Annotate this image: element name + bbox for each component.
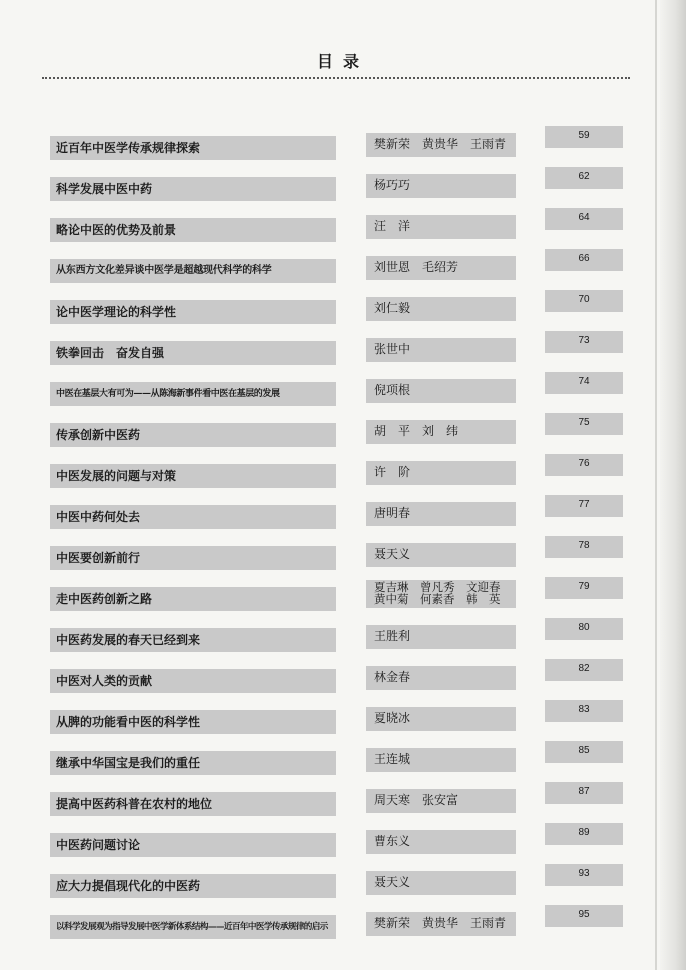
- entry-author: 汪 洋: [374, 219, 411, 233]
- toc-entry: [0, 376, 686, 409]
- entry-title: 近百年中医学传承规律探索: [56, 141, 201, 155]
- entry-title: 传承创新中医药: [56, 428, 141, 442]
- entry-title: 中医要创新前行: [56, 551, 141, 565]
- entry-author: 王连城: [374, 752, 411, 766]
- entry-title: 中医药问题讨论: [56, 838, 141, 852]
- entry-author: 聂天义: [374, 547, 411, 561]
- toc-entry: [0, 868, 686, 901]
- toc-entry: [0, 212, 686, 245]
- toc-entry: [0, 499, 686, 532]
- entry-author: 夏吉琳 曾凡秀 文迎春: [374, 580, 501, 594]
- entry-author: 周天寒 张安富: [374, 793, 459, 807]
- toc-entry: [0, 909, 686, 942]
- entry-page-number: 79: [578, 581, 590, 592]
- entry-page-number: 89: [578, 827, 590, 838]
- toc-entry: [0, 827, 686, 860]
- entry-title: 铁拳回击 奋发自强: [56, 346, 165, 360]
- toc-entry: [0, 130, 686, 163]
- entry-author: 许 阶: [374, 465, 411, 479]
- entry-title: 中医中药何处去: [56, 510, 141, 524]
- entry-title: 应大力提倡现代化的中医药: [56, 879, 201, 893]
- entry-author: 林金春: [374, 670, 411, 684]
- entry-author: 杨巧巧: [374, 178, 411, 192]
- entry-page-number: 75: [578, 417, 590, 428]
- entry-page-number: 95: [578, 909, 590, 920]
- entry-page-number: 83: [578, 704, 590, 715]
- entry-author: 张世中: [374, 342, 411, 356]
- entry-title: 中医药发展的春天已经到来: [56, 633, 201, 647]
- toc-entry: [0, 540, 686, 573]
- toc-heading: 目录: [316, 52, 369, 71]
- entry-page-number: 59: [578, 130, 590, 141]
- entry-title: 走中医药创新之路: [56, 592, 153, 606]
- entry-title: 论中医学理论的科学性: [56, 305, 177, 319]
- toc-entry: [0, 622, 686, 655]
- entry-author: 倪项根: [374, 383, 411, 397]
- entry-page-number: 76: [578, 458, 590, 469]
- toc-entry: [0, 458, 686, 491]
- entry-title: 科学发展中医中药: [56, 182, 153, 196]
- entry-page-number: 66: [578, 253, 590, 264]
- entry-page-number: 62: [578, 171, 590, 182]
- dotted-divider: [42, 77, 630, 79]
- entry-page-number: 93: [578, 868, 590, 879]
- entry-page-number: 64: [578, 212, 590, 223]
- entry-title: 继承中华国宝是我们的重任: [56, 756, 201, 770]
- entry-page-number: 70: [578, 294, 590, 305]
- toc-entry: [0, 335, 686, 368]
- entry-author: 唐明春: [374, 506, 411, 520]
- entry-page-number: 87: [578, 786, 590, 797]
- entry-title: 从东西方文化差异谈中医学是超越现代科学的科学: [56, 265, 272, 276]
- toc-entry: [0, 294, 686, 327]
- toc-entry: [0, 171, 686, 204]
- entry-page-number: 77: [578, 499, 590, 510]
- toc-entry: [0, 663, 686, 696]
- entry-author: 聂天义: [374, 875, 411, 889]
- entry-page-number: 80: [578, 622, 590, 633]
- entry-author: 夏晓冰: [374, 711, 411, 725]
- entry-title: 中医对人类的贡献: [56, 674, 153, 688]
- toc-entry: [0, 745, 686, 778]
- toc-entry: [0, 253, 686, 286]
- entry-title: 中医在基层大有可为——从陈海新事件看中医在基层的发展: [56, 389, 280, 399]
- entry-page-number: 85: [578, 745, 590, 756]
- entry-author: 樊新荣 黄贵华 王雨青: [374, 137, 507, 151]
- entry-title: 略论中医的优势及前景: [56, 223, 177, 237]
- toc-entry: [0, 786, 686, 819]
- entry-title: 提高中医药科普在农村的地位: [56, 797, 213, 811]
- entry-title: 以科学发展观为指导发展中医学新体系结构——近百年中医学传承规律的启示: [56, 922, 328, 932]
- toc-entry: [0, 704, 686, 737]
- entry-title: 从脾的功能看中医的科学性: [56, 715, 201, 729]
- entry-page-number: 73: [578, 335, 590, 346]
- toc-entry: [0, 417, 686, 450]
- entry-page-number: 82: [578, 663, 590, 674]
- entry-title: 中医发展的问题与对策: [56, 469, 177, 483]
- entry-author-second-line: 黄中菊 何素香 韩 英: [374, 592, 501, 606]
- entry-page-number: 78: [578, 540, 590, 551]
- entry-author: 王胜利: [374, 629, 411, 643]
- entry-author: 刘仁毅: [374, 301, 411, 315]
- entry-author: 胡 平 刘 纬: [374, 424, 459, 438]
- entry-author: 刘世恩 毛绍芳: [374, 260, 459, 274]
- entry-author: 曹东义: [374, 834, 411, 848]
- entry-author: 樊新荣 黄贵华 王雨青: [374, 916, 507, 930]
- toc-entry: [0, 580, 686, 614]
- entry-page-number: 74: [578, 376, 590, 387]
